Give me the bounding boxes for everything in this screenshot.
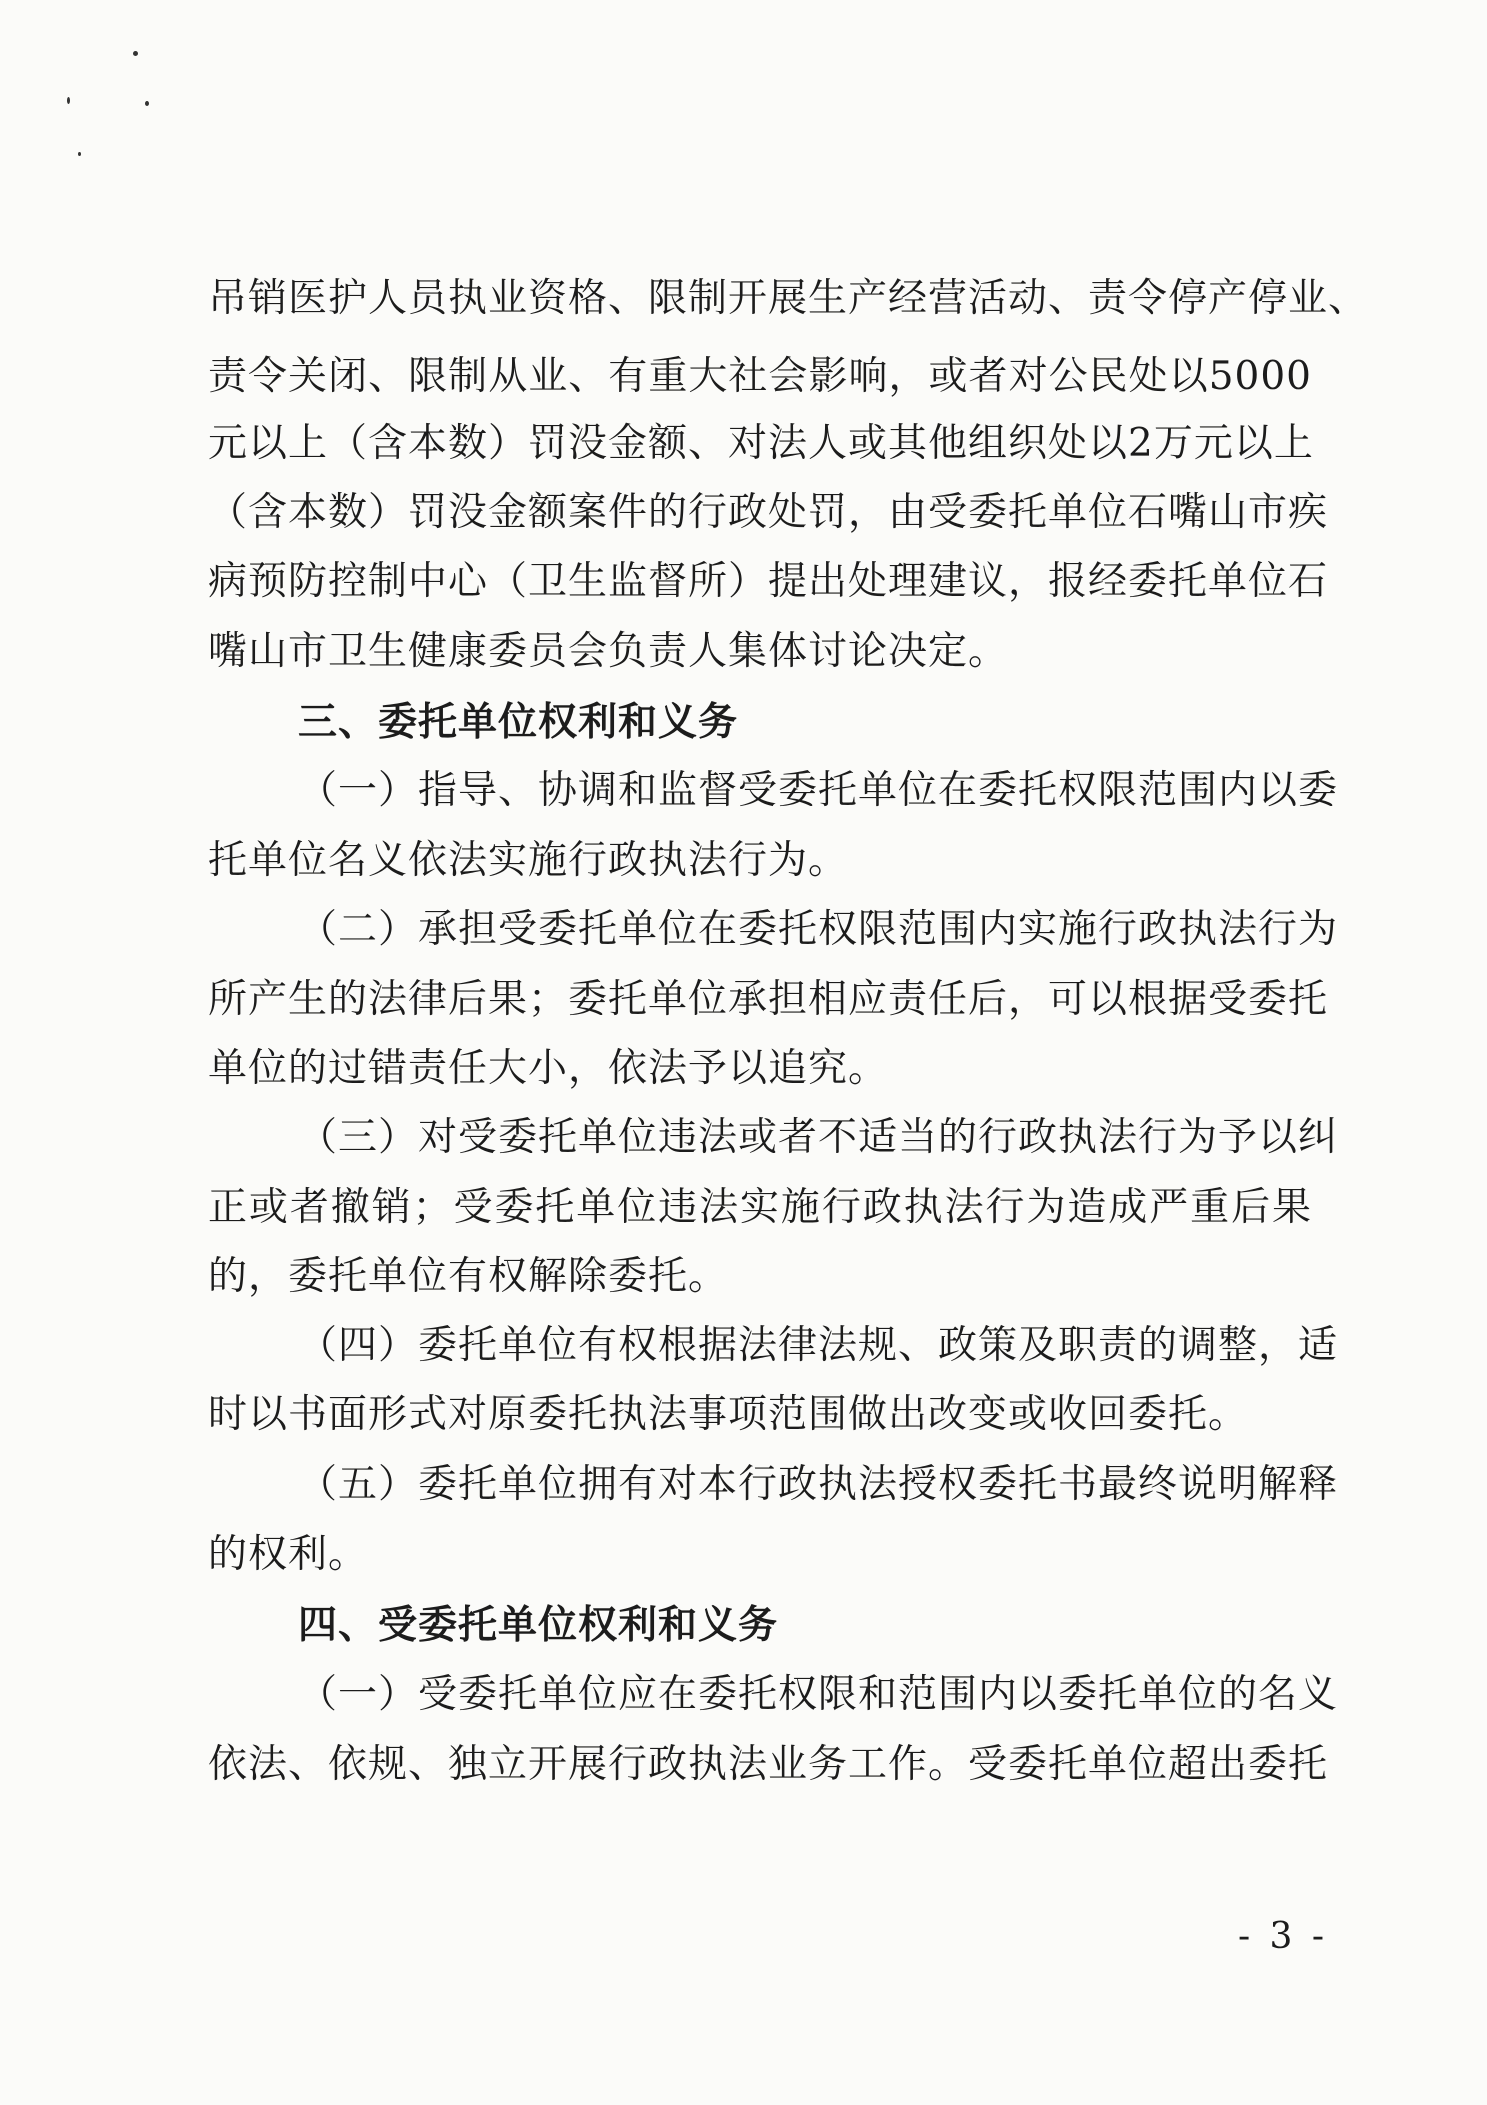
paragraph-line: 的，委托单位有权解除委托。 — [208, 1254, 729, 1299]
scan-speck — [145, 101, 149, 106]
scan-speck — [78, 152, 81, 156]
paragraph-line: （四）委托单位有权根据法律法规、政策及职责的调整，适 — [298, 1323, 1339, 1368]
paragraph-line: 元以上（含本数）罚没金额、对法人或其他组织处以2万元以上 — [208, 421, 1314, 466]
scan-speck — [67, 97, 70, 104]
paragraph-line: 所产生的法律后果；委托单位承担相应责任后，可以根据受委托 — [208, 977, 1329, 1022]
paragraph-line: （一）指导、协调和监督受委托单位在委托权限范围内以委 — [298, 768, 1339, 813]
paragraph-line: 的权利。 — [208, 1532, 369, 1577]
paragraph-line: 病预防控制中心（卫生监督所）提出处理建议，报经委托单位石 — [208, 559, 1329, 604]
paragraph-line: （含本数）罚没金额案件的行政处罚，由受委托单位石嘴山市疾 — [208, 490, 1329, 535]
paragraph-line: 单位的过错责任大小，依法予以追究。 — [208, 1046, 889, 1091]
paragraph-line: （一）受委托单位应在委托权限和范围内以委托单位的名义 — [298, 1672, 1339, 1717]
section-heading: 三、委托单位权利和义务 — [298, 699, 739, 745]
paragraph-line: （三）对受委托单位违法或者不适当的行政执法行为予以纠 — [298, 1115, 1339, 1160]
paragraph-line: 正或者撤销；受委托单位违法实施行政执法行为造成严重后果 — [208, 1185, 1312, 1230]
paragraph-line: （五）委托单位拥有对本行政执法授权委托书最终说明解释 — [298, 1462, 1339, 1507]
paragraph-line: 托单位名义依法实施行政执法行为。 — [208, 838, 849, 883]
paragraph-line: 责令关闭、限制从业、有重大社会影响，或者对公民处以5000 — [208, 354, 1312, 399]
page-number: - 3 - — [1237, 1916, 1329, 1957]
paragraph-line: 依法、依规、独立开展行政执法业务工作。受委托单位超出委托 — [208, 1742, 1329, 1787]
scan-speck — [133, 51, 138, 56]
paragraph-line: （二）承担受委托单位在委托权限范围内实施行政执法行为 — [298, 907, 1339, 952]
paragraph-line: 嘴山市卫生健康委员会负责人集体讨论决定。 — [208, 629, 1009, 674]
section-heading: 四、受委托单位权利和义务 — [298, 1602, 779, 1648]
paragraph-line: 时以书面形式对原委托执法事项范围做出改变或收回委托。 — [208, 1392, 1249, 1437]
paragraph-line: 吊销医护人员执业资格、限制开展生产经营活动、责令停产停业、 — [208, 276, 1369, 321]
